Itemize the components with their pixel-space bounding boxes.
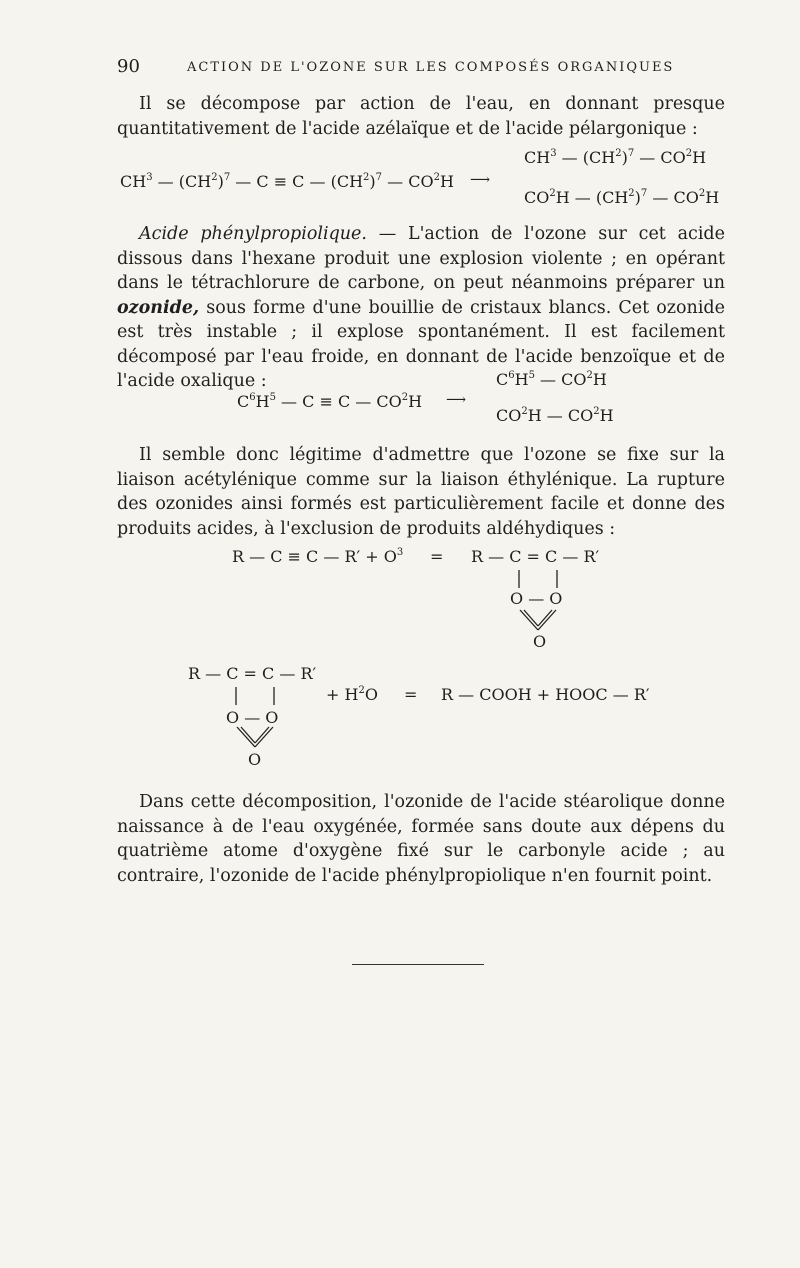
eq3-oo-bond: O — O (510, 589, 563, 608)
eq1-product-bottom: $CO^2H$ — $(CH^2)^7$ — $CO^2H$ (524, 187, 720, 207)
eq4-products: R — COOH + HOOC — R′ (441, 685, 650, 704)
eq3-apex-oxygen: O (533, 632, 547, 651)
paragraph-conclusion-text: Dans cette décomposition, l'ozonide de l'acide stéarolique donne naissance à de l'eau oxygénée, formée sans doute aux dépens du quatrième atome d'oxygène fixé sur le carbonyle acide ; au contraire, l'ozonide de l'acide phénylpropiolique n'en fournit point. (117, 792, 725, 886)
eq3-equals: = (430, 547, 444, 566)
eq3-product: R — C = C — R′ (471, 547, 600, 566)
eq1-reactant: $CH^3$ — $(CH^2)^7$ — C ≡ C — $(CH^2)^7$ — $CO^2H$ (120, 171, 454, 191)
eq2-product-bottom: $CO^2H$ — $CO^2H$ (496, 405, 614, 425)
eq4-water: + $H^2O$ (326, 684, 378, 704)
eq4-equals: = (404, 685, 418, 704)
paragraph-general (117, 443, 725, 541)
paragraph-phenylpropiolic-text-b: sous forme d'une bouillie de cristaux blancs. Cet ozonide est très instable ; il explose spontanément. Il est facilement décomposé par l'eau froide, en donnant de l'acide benzoïque et de l'acide oxalique : (117, 297, 725, 391)
running-title: ACTION DE L'OZONE SUR LES COMPOSÉS ORGANIQUES (187, 60, 675, 75)
eq4-apex-oxygen: O (248, 750, 262, 769)
section-end-rule (352, 964, 484, 965)
page-header (117, 56, 727, 82)
ozonide-term: ozonide, (117, 297, 200, 318)
eq4-ozonide: R — C = C — R′ (188, 664, 317, 683)
paragraph-phenylpropiolic (117, 222, 725, 394)
eq3-reactant: R — C ≡ C — $R' + O^3$ (232, 546, 404, 566)
paragraph-general-text: Il semble donc légitime d'admettre que l'ozone se fixe sur la liaison acétylénique comme sur la liaison éthylénique. La rupture des ozonides ainsi formés est particulièrement facile et donne des produits acides, à l'exclusion de produits aldéhydiques : (117, 445, 725, 539)
eq2-product-top: $C^6H^5$ — $CO^2H$ (496, 369, 607, 389)
eq2-reactant: $C^6H^5$ — C ≡ C — $CO^2H$ (237, 391, 423, 411)
eq1-arrow: ⟶ (470, 172, 491, 188)
paragraph-intro (117, 92, 725, 141)
eq2-arrow: ⟶ (446, 392, 467, 408)
section-heading: Acide phénylpropiolique. (139, 224, 367, 244)
paragraph-conclusion (117, 790, 725, 888)
paragraph-intro-text: Il se décompose par action de l'eau, en donnant presque quantitativement de l'acide azélaïque et de l'acide pélargonique : (117, 94, 725, 139)
eq1-product-top: $CH^3$ — $(CH^2)^7$ — $CO^2H$ (524, 147, 707, 167)
paragraph-phenylpropiolic-text-a: — L'action de l'ozone sur cet acide dissous dans l'hexane produit une explosion violente ; en opérant dans le tétrachlorure de carbone, on peut néanmoins préparer un (117, 224, 725, 293)
eq4-oo-bond: O — O (226, 708, 279, 727)
page-number: 90 (117, 56, 140, 77)
